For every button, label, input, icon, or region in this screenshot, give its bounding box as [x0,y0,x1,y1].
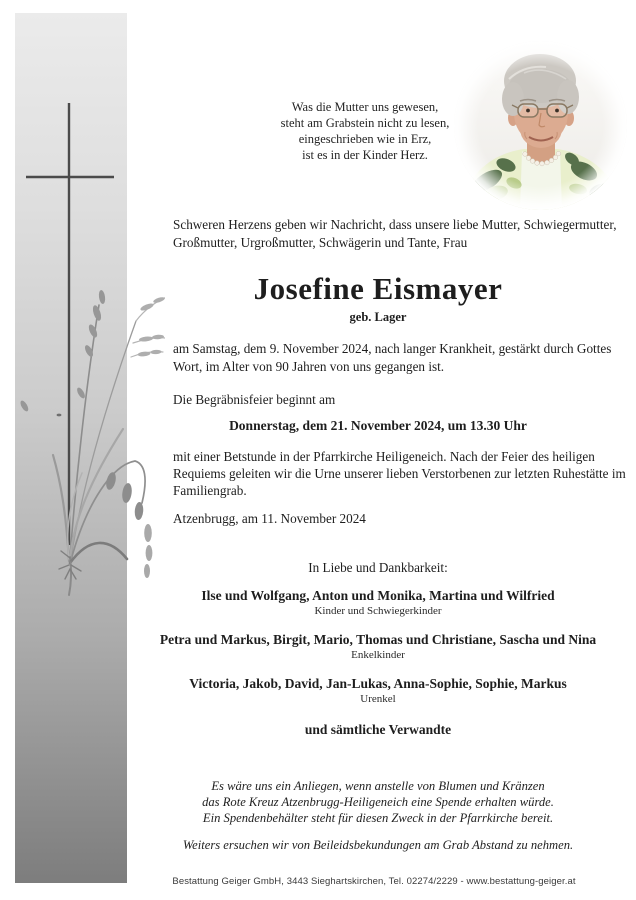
family-group-children [135,588,621,619]
poem-line: ist es in der Kinder Herz. [302,148,428,162]
donation-line: Es wäre uns ein Anliegen, wenn anstelle von Blumen und Kränzen [211,779,545,793]
funeral-datetime: Donnerstag, dem 21. November 2024, um 13.30 Uhr [229,418,527,433]
family-group-grandchildren [135,632,621,663]
funeral-intro: Die Begräbnisfeier beginnt am [173,392,336,407]
family-closing: und sämtliche Verwandte [304,722,452,737]
death-notice: am Samstag, dem 9. November 2024, nach langer Krankheit, gestärkt durch Gottes Wort, im Alter von 90 Jahren von uns gegangen ist. [173,341,612,374]
family-names: Ilse und Wolfgang, Anton und Monika, Martina und Wilfried [201,588,555,603]
maiden-name: geb. Lager [349,310,407,324]
place-and-date: Atzenbrugg, am 11. November 2024 [173,511,366,526]
family-relation: Enkelkinder [351,649,405,661]
donation-line: das Rote Kreuz Atzenbrugg-Heiligeneich eine Spende erhalten würde. [202,794,554,809]
portrait-photo [454,41,627,210]
family-group-great-grandchildren [135,676,621,707]
poem-line: Was die Mutter uns gewesen, [291,100,439,114]
family-relation: Urenkel [360,693,396,705]
announcement-intro: Schweren Herzens geben wir Nachricht, dass unsere liebe Mutter, Schwiegermutter, Großmutter, Urgroßmutter, Schwägerin und Tante, Frau [173,217,617,250]
grass-icon [19,290,165,595]
deceased-name: Josefine Eismayer [253,271,503,306]
donation-note [135,779,621,826]
funeral-details: mit einer Betstunde in der Pfarrkirche Heiligeneich. Nach der Feier des heiligen Requiems geleiten wir die Urne unserer lieben Verstorbenen zur letzten Ruhestätte im Familiengrab. [173,449,626,498]
cross-icon [26,103,114,545]
family-names: Petra und Markus, Birgit, Mario, Thomas und Christiane, Sascha und Nina [159,632,597,647]
funeral-home-footer: Bestattung Geiger GmbH, 3443 Sieghartskirchen, Tel. 02274/2229 - www.bestattung-geiger.at [172,876,576,887]
gratitude-heading: In Liebe und Dankbarkeit: [308,560,448,575]
portrait-photo-image [454,41,627,210]
family-names: Victoria, Jakob, David, Jan-Lukas, Anna-Sophie, Sophie, Markus [189,676,567,691]
donation-line: Ein Spendenbehälter steht für diesen Zweck in der Pfarrkirche bereit. [202,810,554,825]
band-artwork [15,13,165,883]
poem-line: steht am Grabstein nicht zu lesen, [280,116,450,130]
family-relation: Kinder und Schwiegerkinder [314,605,442,617]
poem-line: eingeschrieben wie in Erz, [298,132,432,146]
condolence-note: Weiters ersuchen wir von Beileidsbekundungen am Grab Abstand zu nehmen. [182,838,574,852]
